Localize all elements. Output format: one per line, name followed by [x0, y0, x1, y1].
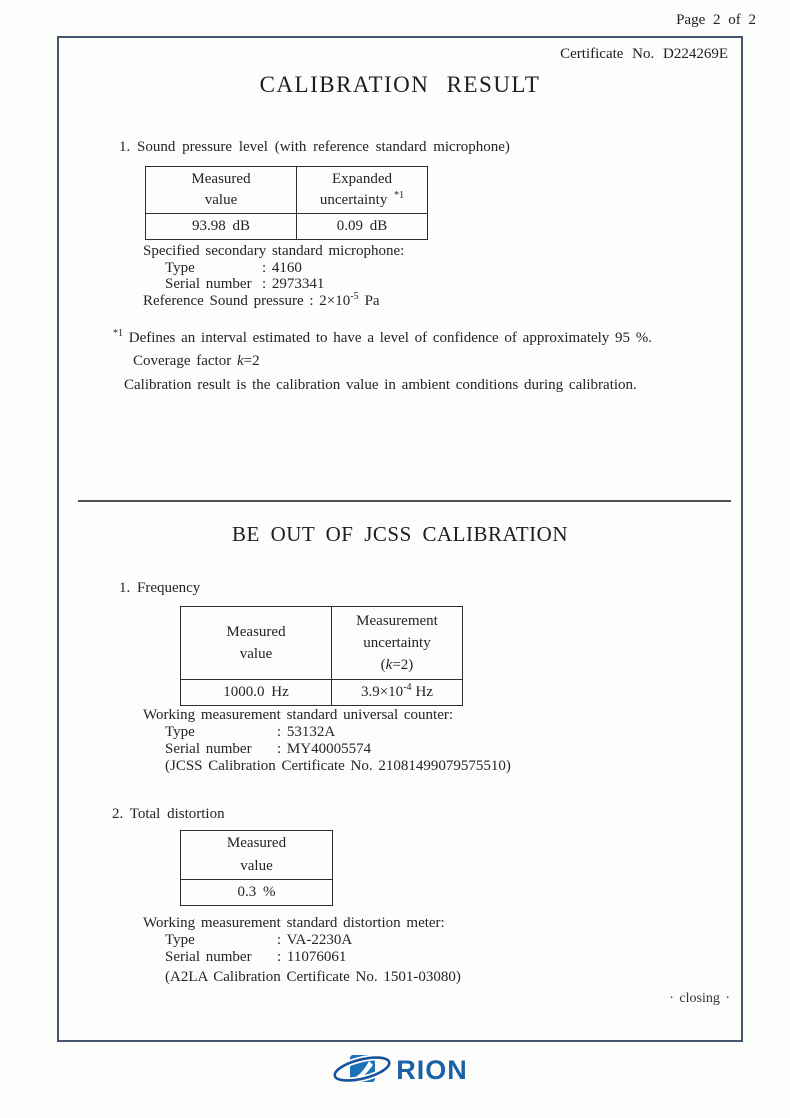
k-close: =2): [392, 657, 414, 673]
coverage-suffix: =2: [243, 353, 260, 369]
certificate-number: Certificate No. D224269E: [560, 46, 728, 62]
footnote-marker: *1: [394, 190, 405, 201]
out-of-jcss-title: BE OUT OF JCSS CALIBRATION: [232, 522, 568, 546]
distortion-meter-details: [143, 915, 461, 986]
measured-value-cell: 93.98 dB: [146, 214, 297, 240]
k-open: (: [380, 657, 386, 673]
a2la-certificate-note: (A2LA Calibration Certificate No. 1501-03080): [165, 969, 461, 985]
page-number: Page 2 of 2: [676, 12, 756, 28]
header-text: value: [239, 646, 273, 662]
coverage-k: k: [236, 353, 244, 369]
table-value-row: [146, 214, 428, 240]
ref-pressure-exponent: -5: [350, 290, 359, 302]
ref-pressure-unit: Pa: [364, 292, 380, 309]
type-label: Type: [165, 724, 195, 740]
frequency-table: [180, 606, 463, 706]
microphone-heading: Specified secondary standard microphone:: [143, 243, 405, 259]
header-text: Measured: [226, 624, 286, 640]
sound-pressure-heading: 1. Sound pressure level (with reference standard microphone): [119, 139, 510, 155]
rion-logo-text: RION: [396, 1054, 468, 1085]
meter-serial: [143, 949, 461, 966]
table-header-row: [181, 607, 463, 680]
serial-label: Serial number: [165, 276, 252, 292]
header-text: Measurement: [356, 613, 438, 629]
microphone-details: [143, 243, 404, 309]
calibration-result-title: CALIBRATION RESULT: [259, 72, 541, 97]
serial-label: Serial number: [165, 949, 252, 965]
jcss-certificate-note: (JCSS Calibration Certificate No. 21081499079575510): [165, 758, 511, 774]
rion-logo: [57, 1046, 743, 1094]
k-symbol: k: [385, 657, 393, 673]
serial-value: : 2973341: [262, 276, 325, 292]
footnote-text: Defines an interval estimated to have a level of confidence of approximately 95 %.: [128, 330, 653, 346]
type-value: : 4160: [262, 259, 302, 276]
distortion-heading: 2. Total distortion: [112, 806, 225, 822]
microphone-serial: [143, 276, 404, 293]
uncertainty-value-cell: [332, 680, 463, 706]
footnote-line1: [113, 330, 652, 347]
serial-value: : 11076061: [277, 949, 347, 965]
expanded-uncertainty-header: [297, 167, 428, 214]
section-divider: [78, 500, 731, 502]
coverage-factor-line: [133, 353, 260, 370]
ref-pressure-base: Reference Sound pressure : 2×10: [143, 292, 351, 309]
reference-sound-pressure: [143, 290, 404, 310]
header-text: uncertainty: [319, 192, 388, 208]
header-text: Measured: [226, 835, 287, 851]
meter-heading: Working measurement standard distortion meter:: [143, 915, 445, 931]
counter-heading: Working measurement standard universal counter:: [143, 707, 454, 723]
uncertainty-base: 3.9×10: [360, 684, 404, 700]
ambient-note: Calibration result is the calibration value in ambient conditions during calibration.: [124, 377, 637, 393]
counter-type: [143, 724, 511, 741]
coverage-prefix: Coverage factor: [133, 353, 237, 369]
uncertainty-exponent: -4: [403, 682, 412, 693]
type-label: Type: [165, 259, 195, 276]
microphone-type: [143, 260, 404, 277]
distortion-table: [180, 830, 333, 906]
uncertainty-value-cell: 0.09 dB: [297, 214, 428, 240]
type-value: : VA-2230A: [277, 932, 353, 948]
uncertainty-unit: Hz: [415, 684, 434, 700]
measured-value-cell: 0.3 %: [181, 880, 333, 906]
closing-text: · closing ·: [669, 991, 730, 1006]
header-text: value: [240, 858, 273, 874]
table-header-row: [146, 167, 428, 214]
footnote-marker: *1: [113, 328, 123, 339]
table-header-row: [181, 831, 333, 880]
measured-value-header: [181, 607, 332, 680]
frequency-heading: 1. Frequency: [119, 580, 201, 596]
header-text: Expanded: [332, 171, 392, 187]
serial-value: : MY40005574: [277, 741, 372, 757]
header-text: Measured: [191, 171, 251, 187]
universal-counter-details: [143, 707, 511, 775]
type-value: : 53132A: [277, 724, 336, 740]
type-label: Type: [165, 932, 195, 948]
header-text: uncertainty: [363, 635, 431, 651]
table-value-row: [181, 880, 333, 906]
measured-value-cell: 1000.0 Hz: [181, 680, 332, 706]
table-value-row: [181, 680, 463, 706]
measurement-uncertainty-header: [332, 607, 463, 680]
measured-value-header: [181, 831, 333, 880]
sound-pressure-table: [145, 166, 428, 240]
header-text: value: [204, 192, 238, 208]
meter-type: [143, 932, 461, 949]
measured-value-header: [146, 167, 297, 214]
rion-logo-icon: [332, 1048, 394, 1092]
serial-label: Serial number: [165, 741, 252, 757]
counter-serial: [143, 741, 511, 758]
